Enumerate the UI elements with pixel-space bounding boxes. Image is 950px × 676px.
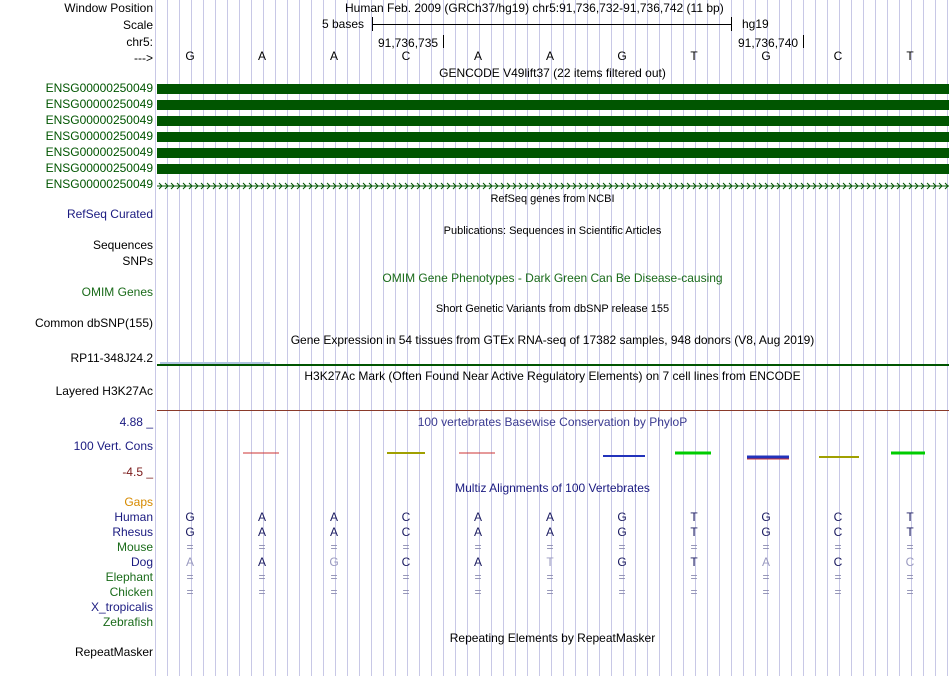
alignment-base: G [617,555,627,569]
window-position-label: Window Position [64,1,153,15]
alignment-base: A [257,525,266,539]
alignment-base: T [690,510,698,524]
alignment-base: = [258,540,266,554]
gencode-item-label[interactable]: ENSG00000250049 [45,129,153,143]
alignment-base: A [545,525,554,539]
species-label[interactable]: Chicken [109,585,153,599]
alignment-base: G [761,525,771,539]
alignment-base: = [762,570,770,584]
alignment-base: A [473,525,482,539]
alignment-base: = [690,570,698,584]
alignment-base: C [401,525,411,539]
assembly-position[interactable]: Human Feb. 2009 (GRCh37/hg19) chr5:91,736,732-91,736,742 (11 bp) [345,1,724,15]
alignment-base: = [258,570,266,584]
gencode-title[interactable]: GENCODE V49lift37 (22 items filtered out) [439,66,666,80]
alignment-base: G [185,510,195,524]
gencode-item-bar[interactable] [157,164,949,174]
alignment-base: = [402,585,410,599]
base-letter: C [401,49,411,63]
base-letter: T [906,49,914,63]
alignment-base: = [186,585,194,599]
alignment-base: = [618,585,626,599]
species-label[interactable]: Mouse [116,540,153,554]
alignment-base: = [546,540,554,554]
omim-label[interactable]: OMIM Genes [81,285,153,299]
alignment-base: G [617,510,627,524]
alignment-base: = [906,570,914,584]
alignment-base: A [473,555,482,569]
alignment-base: C [833,510,843,524]
h3k27ac-baseline [157,410,949,411]
scale-text: 5 bases [322,17,365,31]
base-letter: T [690,49,698,63]
alignment-base: = [546,585,554,599]
species-label[interactable]: Human [114,510,153,524]
alignment-base: G [329,555,339,569]
alignment-base: = [906,585,914,599]
base-letter: G [185,49,195,63]
repeat-title[interactable]: Repeating Elements by RepeatMasker [449,631,656,645]
gencode-item-bar[interactable] [157,84,949,94]
publications-title[interactable]: Publications: Sequences in Scientific Articles [443,225,662,237]
scale-assembly: hg19 [742,17,769,31]
alignment-base: A [329,510,338,524]
alignment-base: A [545,510,554,524]
gencode-item-label[interactable]: ENSG00000250049 [45,81,153,95]
gaps-label[interactable]: Gaps [124,495,153,509]
gencode-item-bar[interactable] [157,132,949,142]
base-letter: A [257,49,266,63]
alignment-base: = [330,570,338,584]
gencode-item-label[interactable]: ENSG00000250049 [45,97,153,111]
alignment-base: = [834,570,842,584]
refseq-label[interactable]: RefSeq Curated [66,207,153,221]
alignment-base: = [474,570,482,584]
alignment-base: = [546,570,554,584]
strand-label: ---> [134,51,153,65]
alignment-base: = [906,540,914,554]
dbsnp-title[interactable]: Short Genetic Variants from dbSNP release 155 [435,303,670,315]
alignment-base: = [762,540,770,554]
alignment-base: = [330,540,338,554]
gtex-title[interactable]: Gene Expression in 54 tissues from GTEx RNA-seq of 17382 samples, 948 donors (V8, Aug 2019) [290,333,815,347]
alignment-base: = [402,540,410,554]
phylop-min: -4.5 _ [122,465,153,479]
base-letter: C [833,49,843,63]
phylop-marks [155,440,950,470]
h3k27ac-title[interactable]: H3K27Ac Mark (Often Found Near Active Regulatory Elements) on 7 cell lines from ENCODE [304,369,801,383]
gtex-label[interactable]: RP11-348J24.2 [70,351,153,365]
multiz-title[interactable]: Multiz Alignments of 100 Vertebrates [455,481,650,495]
alignment-base: T [690,525,698,539]
repeat-label[interactable]: RepeatMasker [74,645,153,659]
alignment-base: A [761,555,770,569]
alignment-base: = [618,570,626,584]
alignment-base: = [834,585,842,599]
position-left: 91,736,735 [378,36,439,50]
alignment-base: C [833,555,843,569]
alignment-base: = [834,540,842,554]
alignment-base: C [401,510,411,524]
alignment-base: = [330,585,338,599]
gencode-item-bar[interactable] [157,100,949,110]
alignment-base: = [402,570,410,584]
alignment-base: C [833,525,843,539]
gencode-item-label[interactable]: ENSG00000250049 [45,145,153,159]
phylop-title[interactable]: 100 vertebrates Basewise Conservation by PhyloP [417,415,688,429]
omim-title[interactable]: OMIM Gene Phenotypes - Dark Green Can Be Disease-causing [382,271,723,285]
base-letter: A [329,49,338,63]
species-label[interactable]: Dog [130,555,153,569]
gencode-item-label[interactable]: ENSG00000250049 [45,113,153,127]
alignment-base: T [906,525,914,539]
alignment-base: = [258,585,266,599]
sequences-label[interactable]: Sequences [92,238,153,252]
gencode-item-label[interactable]: ENSG00000250049 [45,161,153,175]
base-letter: G [761,49,771,63]
species-label[interactable]: Rhesus [112,525,153,539]
scale-bar [372,17,732,31]
dbsnp-label[interactable]: Common dbSNP(155) [34,316,153,330]
phylop-label[interactable]: 100 Vert. Cons [73,439,153,453]
gencode-item-bar[interactable] [157,180,949,190]
alignment-base: A [257,510,266,524]
phylop-max: 4.88 _ [119,415,153,429]
alignment-base: = [474,540,482,554]
alignment-base: G [617,525,627,539]
base-letter: G [617,49,627,63]
alignment-base: = [762,585,770,599]
alignment-base: T [690,555,698,569]
gtex-baseline [157,364,949,366]
snps-label[interactable]: SNPs [122,254,153,268]
species-label[interactable]: Zebrafish [102,615,153,629]
alignment-base: T [906,510,914,524]
chrom-label: chr5: [126,35,153,49]
refseq-title[interactable]: RefSeq genes from NCBI [490,193,615,205]
gencode-item-bar[interactable] [157,148,949,158]
gencode-item-bar[interactable] [157,116,949,126]
alignment-base: = [618,540,626,554]
position-right-tick [803,35,804,48]
species-label[interactable]: Elephant [105,570,153,584]
alignment-base: = [186,540,194,554]
alignment-base: C [401,555,411,569]
species-label[interactable]: X_tropicalis [90,600,153,614]
alignment-base: = [474,585,482,599]
alignment-base: = [690,585,698,599]
alignment-base: G [761,510,771,524]
position-left-tick [443,35,444,48]
alignment-base: T [546,555,554,569]
alignment-base: A [257,555,266,569]
base-letter: A [545,49,554,63]
gtex-bar [160,362,270,364]
gencode-item-label[interactable]: ENSG00000250049 [45,177,153,191]
alignment-base: = [690,540,698,554]
scale-label: Scale [122,18,153,32]
alignment-base: = [186,570,194,584]
base-letter: A [473,49,482,63]
alignment-base: G [185,525,195,539]
alignment-base: C [905,555,915,569]
position-right: 91,736,740 [738,36,799,50]
alignment-base: A [473,510,482,524]
alignment-base: A [185,555,194,569]
alignment-base: A [329,525,338,539]
h3k27ac-label[interactable]: Layered H3K27Ac [55,384,153,398]
